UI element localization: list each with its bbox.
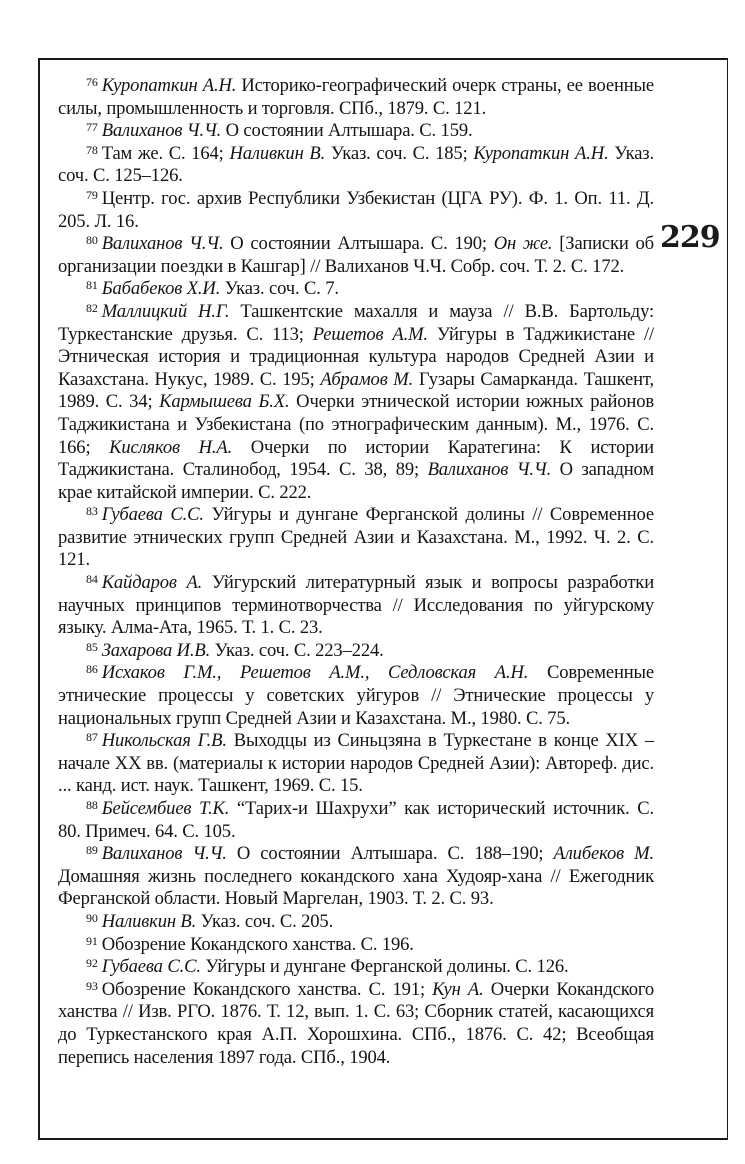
author-name: Исхаков Г.М., Решетов А.М., Седловская А.Н. bbox=[101, 662, 529, 684]
author-name: Губаева С.С. bbox=[101, 504, 204, 526]
author-name: Бейсембиев Т.К. bbox=[101, 798, 230, 819]
footnote-number: 85 bbox=[86, 639, 98, 654]
footnote-number: 90 bbox=[86, 910, 98, 925]
footnote-number: 86 bbox=[86, 662, 98, 677]
citation-text: О западном крае китайской империи. С. 222. bbox=[58, 459, 654, 503]
footnote-number: 81 bbox=[86, 278, 98, 293]
author-name: Кисляков Н.А. bbox=[109, 436, 233, 458]
citation-text: Указ. соч. С. 125–126. bbox=[58, 142, 654, 187]
footnote-number: 87 bbox=[86, 730, 98, 745]
citation-text: Обозрение Кокандского ханства. С. 196. bbox=[101, 933, 414, 955]
citation-text: Гузары Самарканда. Ташкент, 1989. С. 34; bbox=[58, 368, 654, 413]
author-name: Губаева С.С. bbox=[101, 956, 201, 978]
author-name: Алибеков М. bbox=[553, 843, 655, 865]
footnote-86 bbox=[58, 662, 654, 730]
footnote-number: 79 bbox=[86, 187, 98, 202]
footnote-number: 92 bbox=[86, 956, 98, 971]
footnote-76 bbox=[58, 75, 654, 120]
author-name: Валиханов Ч.Ч. bbox=[101, 843, 227, 865]
footnote-80 bbox=[58, 233, 654, 278]
footnote-93 bbox=[58, 979, 654, 1069]
footnote-number: 80 bbox=[86, 233, 98, 248]
author-name: Бабабеков Х.И. bbox=[101, 278, 221, 300]
footnote-82 bbox=[58, 301, 654, 504]
citation-text: Уйгуры и дунгане Ферганской долины. С. 126. bbox=[200, 956, 569, 978]
citation-text: Очерки Кокандского ханства // Изв. РГО. 1876. Т. 12, вып. 1. С. 63; Сборник статей, касающихся до Туркестанского края А.П. Хорошхина. СПб., 1876. С. 42; Всеобщая перепись населения 1897 года. СПб., 1904. bbox=[58, 978, 654, 1068]
citation-text: Обозрение Кокандского ханства. С. 191; bbox=[101, 978, 433, 1000]
author-name: Валиханов Ч.Ч. bbox=[427, 459, 552, 481]
footnote-number: 91 bbox=[86, 933, 98, 948]
frame-right-rule-bottom bbox=[727, 430, 728, 1140]
footnote-83 bbox=[58, 504, 654, 572]
footnote-84 bbox=[58, 572, 654, 640]
citation-text: Историко-географический очерк страны, ее военные силы, промышленность и торговля. СПб., 1879. С. 121. bbox=[58, 75, 655, 119]
frame-right-rule-top bbox=[727, 58, 728, 430]
citation-text: Указ. соч. С. 205. bbox=[196, 910, 334, 932]
citation-text: Очерки по истории Каратегина: К истории Таджикистана. Сталинобод, 1954. С. 38, 89; bbox=[58, 436, 654, 481]
citation-text: Уйгуры в Таджикистане // Этническая история и традиционная культура народов Средней Азии и Казахстана. Нукус, 1989. С. 195; bbox=[58, 323, 654, 390]
footnote-78 bbox=[58, 143, 654, 188]
footnote-number: 78 bbox=[86, 142, 98, 157]
footnote-number: 84 bbox=[86, 572, 98, 587]
citation-text: Уйгурский литературный язык и вопросы разработки научных принципов терминотворчества // Исследования по уйгурскому языку. Алма-Ата, 1965. Т. 1. С. 23. bbox=[58, 572, 654, 639]
author-name: Куропаткин А.Н. bbox=[101, 75, 237, 96]
footnote-79 bbox=[58, 188, 654, 233]
citation-text: Выходцы из Синьцзяна в Туркестане в конце XIX – начале XX вв. (материалы к истории народов Средней Азии): Автореф. дис. ... канд. ист. наук. Ташкент, 1969. С. 15. bbox=[58, 730, 654, 797]
citation-text: Ташкентские махалля и мауза // В.В. Бартольду: Туркестанские друзья. С. 113; bbox=[58, 300, 654, 345]
footnote-91 bbox=[58, 934, 654, 957]
citation-text: Уйгуры и дунгане Ферганской долины // Современное развитие этнических групп Средней Азии и Казахстана. М., 1992. Ч. 2. С. 121. bbox=[58, 504, 654, 571]
citation-text: Указ. соч. С. 223–224. bbox=[210, 639, 384, 661]
author-name: Валиханов Ч.Ч. bbox=[101, 120, 222, 142]
author-name: Захарова И.В. bbox=[101, 639, 211, 661]
citation-text: Указ. соч. С. 185; bbox=[325, 142, 474, 164]
footnote-90 bbox=[58, 911, 654, 934]
citation-text: Очерки этнической истории южных районов Таджикистана и Узбекистана (по этнографическим данным). М., 1976. С. 166; bbox=[58, 391, 654, 458]
author-name: Кун А. bbox=[432, 978, 484, 1000]
page-number: 229 bbox=[660, 220, 720, 255]
author-name: Наливкин В. bbox=[101, 910, 197, 932]
citation-text: Центр. гос. архив Республики Узбекистан (ЦГА РУ). Ф. 1. Оп. 11. Д. 205. Л. 16. bbox=[58, 187, 654, 232]
citation-text: Современные этнические процессы у советских уйгуров // Этнические процессы у национальных групп Средней Азии и Казахстана. М., 1980. С. 75. bbox=[58, 662, 655, 729]
citation-text: Домашняя жизнь последнего кокандского хана Худояр-хана // Ежегодник Ферганской области. Новый Маргелан, 1903. Т. 2. С. 93. bbox=[58, 865, 654, 910]
author-name: Абрамов М. bbox=[320, 368, 414, 390]
footnote-81 bbox=[58, 278, 654, 301]
footnote-77 bbox=[58, 120, 654, 143]
footnote-number: 89 bbox=[86, 843, 98, 858]
citation-text: Указ. соч. С. 7. bbox=[220, 278, 339, 300]
footnote-number: 93 bbox=[86, 978, 98, 993]
author-name: Решетов А.М. bbox=[312, 323, 428, 345]
citation-text: [Записки об организации поездки в Кашгар] // Валиханов Ч.Ч. Собр. соч. Т. 2. С. 172. bbox=[58, 233, 654, 277]
author-name: Никольская Г.В. bbox=[101, 730, 227, 752]
author-name: Валиханов Ч.Ч. bbox=[101, 233, 224, 255]
citation-text: О состоянии Алтышара. С. 188–190; bbox=[226, 843, 554, 865]
citation-text: “Тарих-и Шахрухи” как исторический источник. С. 80. Примеч. 64. С. 105. bbox=[58, 798, 654, 842]
footnote-number: 76 bbox=[86, 75, 98, 89]
citation-text: О состоянии Алтышара. С. 190; bbox=[223, 233, 494, 255]
footnote-92 bbox=[58, 956, 654, 979]
footnote-85 bbox=[58, 640, 654, 663]
footnote-number: 82 bbox=[86, 300, 98, 315]
footnote-number: 77 bbox=[86, 120, 98, 135]
footnotes-list bbox=[58, 75, 654, 1069]
author-name: Он же. bbox=[493, 233, 553, 255]
author-name: Кайдаров А. bbox=[101, 572, 203, 594]
author-name: Кармышева Б.Х. bbox=[159, 391, 290, 413]
citation-text: Там же. С. 164; bbox=[101, 142, 230, 164]
author-name: Маллицкий Н.Г. bbox=[101, 300, 230, 322]
author-name: Куропаткин А.Н. bbox=[473, 142, 609, 164]
author-name: Наливкин В. bbox=[229, 142, 326, 164]
citation-text: О состоянии Алтышара. С. 159. bbox=[221, 120, 473, 142]
footnote-number: 88 bbox=[86, 798, 98, 812]
footnote-88 bbox=[58, 798, 654, 843]
footnote-89 bbox=[58, 843, 654, 911]
footnote-number: 83 bbox=[86, 504, 98, 519]
footnote-87 bbox=[58, 730, 654, 798]
